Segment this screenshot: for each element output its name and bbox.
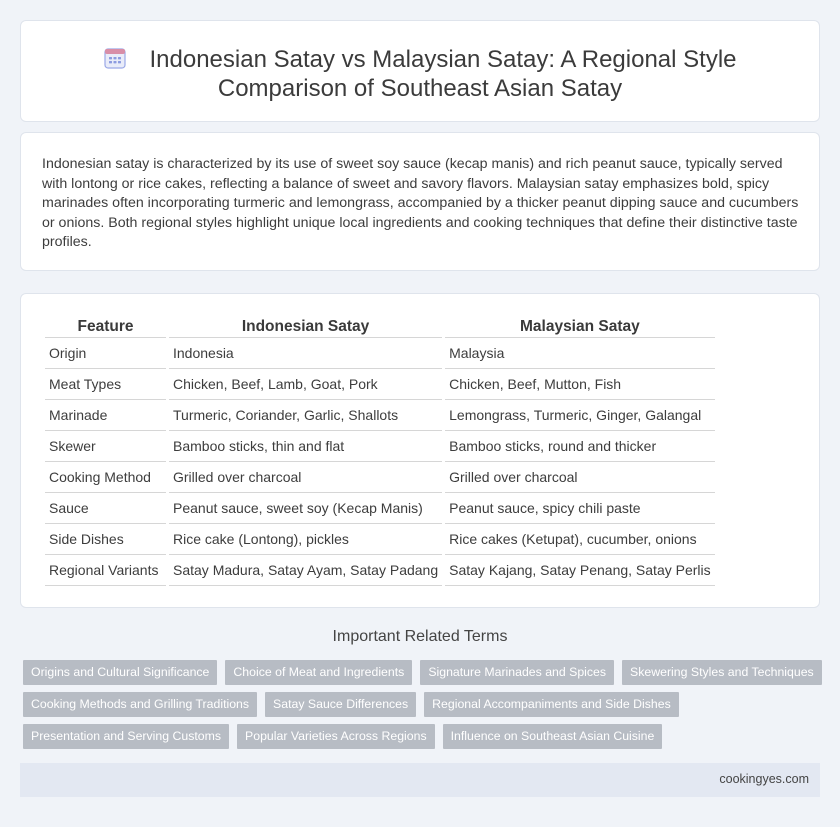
- site-name[interactable]: cookingyes.com: [719, 772, 809, 786]
- page-title-text: [21, 45, 819, 103]
- related-terms-list: [23, 660, 823, 756]
- table-row: [45, 524, 715, 555]
- indonesian-cell: Indonesia: [169, 338, 442, 369]
- related-terms-heading: Important Related Terms: [332, 628, 508, 645]
- malaysian-cell: Peanut sauce, spicy chili paste: [445, 493, 715, 524]
- tag-marinades[interactable]: Signature Marinades and Spices: [420, 660, 614, 685]
- footer: [20, 763, 820, 797]
- tag-row: [23, 692, 823, 717]
- title-line-1: Indonesian Satay vs Malaysian Satay: A Regional Style: [149, 46, 737, 73]
- tag-row: [23, 660, 823, 685]
- comparison-table: [42, 316, 718, 586]
- tag-row: [23, 724, 823, 749]
- table-row: [45, 431, 715, 462]
- tag-accompaniments[interactable]: Regional Accompaniments and Side Dishes: [424, 692, 679, 717]
- feature-cell: Side Dishes: [45, 524, 166, 555]
- table-row: [45, 493, 715, 524]
- malaysian-cell: Rice cakes (Ketupat), cucumber, onions: [445, 524, 715, 555]
- feature-cell: Cooking Method: [45, 462, 166, 493]
- table-header-row: [45, 316, 715, 338]
- header-indonesian: Indonesian Satay: [169, 316, 442, 338]
- malaysian-cell: Malaysia: [445, 338, 715, 369]
- malaysian-cell: Grilled over charcoal: [445, 462, 715, 493]
- page-title: [21, 45, 819, 103]
- calendar-icon: [103, 46, 127, 70]
- feature-cell: Sauce: [45, 493, 166, 524]
- comparison-card: [20, 293, 820, 608]
- header-malaysian: Malaysian Satay: [445, 316, 715, 338]
- table-row: [45, 338, 715, 369]
- malaysian-cell: Chicken, Beef, Mutton, Fish: [445, 369, 715, 400]
- feature-cell: Marinade: [45, 400, 166, 431]
- tag-influence[interactable]: Influence on Southeast Asian Cuisine: [443, 724, 663, 749]
- indonesian-cell: Satay Madura, Satay Ayam, Satay Padang: [169, 555, 442, 586]
- header-feature: Feature: [45, 316, 166, 338]
- tag-origins[interactable]: Origins and Cultural Significance: [23, 660, 217, 685]
- tag-sauce-differences[interactable]: Satay Sauce Differences: [265, 692, 416, 717]
- title-card: [20, 20, 820, 122]
- tag-cooking-methods[interactable]: Cooking Methods and Grilling Traditions: [23, 692, 257, 717]
- malaysian-cell: Bamboo sticks, round and thicker: [445, 431, 715, 462]
- indonesian-cell: Grilled over charcoal: [169, 462, 442, 493]
- indonesian-cell: Turmeric, Coriander, Garlic, Shallots: [169, 400, 442, 431]
- table-row: [45, 555, 715, 586]
- tag-presentation[interactable]: Presentation and Serving Customs: [23, 724, 229, 749]
- feature-cell: Skewer: [45, 431, 166, 462]
- malaysian-cell: Lemongrass, Turmeric, Ginger, Galangal: [445, 400, 715, 431]
- malaysian-cell: Satay Kajang, Satay Penang, Satay Perlis: [445, 555, 715, 586]
- feature-cell: Meat Types: [45, 369, 166, 400]
- intro-card: [20, 132, 820, 271]
- indonesian-cell: Chicken, Beef, Lamb, Goat, Pork: [169, 369, 442, 400]
- indonesian-cell: Rice cake (Lontong), pickles: [169, 524, 442, 555]
- intro-paragraph: Indonesian satay is characterized by its use of sweet soy sauce (kecap manis) and rich peanut sauce, typically served with lontong or rice cakes, reflecting a balance of sweet and savory flavors. Malaysian satay emphasizes bold, spicy marinades often incorporating turmeric and lemongrass, accompanied by a thicker peanut dipping sauce and cucumbers or onions. Both regional styles highlight unique local ingredients and cooking techniques that define their distinctive taste profiles.: [42, 156, 799, 251]
- indonesian-cell: Peanut sauce, sweet soy (Kecap Manis): [169, 493, 442, 524]
- feature-cell: Regional Variants: [45, 555, 166, 586]
- table-row: [45, 369, 715, 400]
- feature-cell: Origin: [45, 338, 166, 369]
- tag-popular-varieties[interactable]: Popular Varieties Across Regions: [237, 724, 435, 749]
- table-row: [45, 400, 715, 431]
- indonesian-cell: Bamboo sticks, thin and flat: [169, 431, 442, 462]
- title-line-2: Comparison of Southeast Asian Satay: [217, 75, 623, 102]
- tag-skewering[interactable]: Skewering Styles and Techniques: [622, 660, 822, 685]
- tag-meat-choice[interactable]: Choice of Meat and Ingredients: [225, 660, 412, 685]
- table-row: [45, 462, 715, 493]
